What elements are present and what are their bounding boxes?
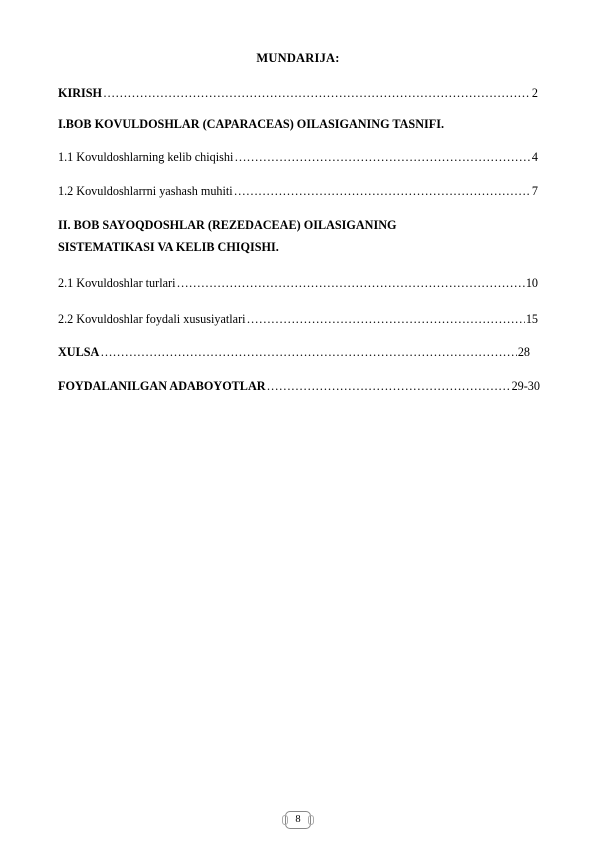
toc-dot-leader — [234, 184, 531, 199]
toc-entry-2-2[interactable] — [58, 312, 538, 327]
toc-entry-page: 4 — [531, 150, 538, 164]
toc-entry-label: 2.1 Kovuldoshlar turlari — [58, 276, 176, 290]
toc-entry-label: FOYDALANILGAN ADABOYOTLAR — [58, 379, 266, 393]
toc-entry-label: KIRISH — [58, 86, 103, 100]
toc-entry-label: XULSA — [58, 345, 100, 359]
page-title: MUNDARIJA: — [256, 51, 340, 65]
toc-dot-leader — [103, 86, 531, 101]
toc-dot-leader — [267, 379, 511, 394]
toc-entry-page: 28 — [517, 345, 530, 359]
toc-entry-xulsa[interactable] — [58, 345, 530, 360]
toc-entry-label: 1.1 Kovuldoshlarning kelib chiqishi — [58, 150, 234, 164]
toc-entry-2-1[interactable] — [58, 276, 538, 291]
toc-entry-1-1[interactable] — [58, 150, 538, 165]
toc-entry-1-2[interactable] — [58, 184, 538, 199]
toc-heading-chapter-2[interactable]: II. BOB SAYOQDOSHLAR (REZEDACEAE) OILASIGANING SISTEMATIKASI VA KELIB CHIQISHI. — [58, 218, 397, 254]
toc-entry-kirish[interactable] — [58, 86, 538, 101]
toc-entry-page: 10 — [525, 276, 538, 290]
toc-heading-chapter-1[interactable]: I.BOB KOVULDOSHLAR (CAPARACEAS) OILASIGANING TASNIFI. — [58, 117, 444, 131]
toc-entry-label: 1.2 Kovuldoshlarrni yashash muhiti — [58, 184, 233, 198]
toc-entry-page: 2 — [531, 86, 538, 100]
toc-entry-page: 7 — [531, 184, 538, 198]
toc-entry-foydalanilgan-adabiyotlar[interactable] — [58, 379, 540, 394]
toc-entry-label: 2.2 Kovuldoshlar foydali xususiyatlari — [58, 312, 246, 326]
toc-dot-leader — [100, 345, 517, 360]
page-number: 8 — [285, 811, 311, 829]
toc-dot-leader — [247, 312, 525, 327]
toc-entry-page: 15 — [525, 312, 538, 326]
toc-dot-leader — [176, 276, 524, 291]
toc-dot-leader — [234, 150, 531, 165]
toc-entry-page: 29-30 — [511, 379, 540, 393]
